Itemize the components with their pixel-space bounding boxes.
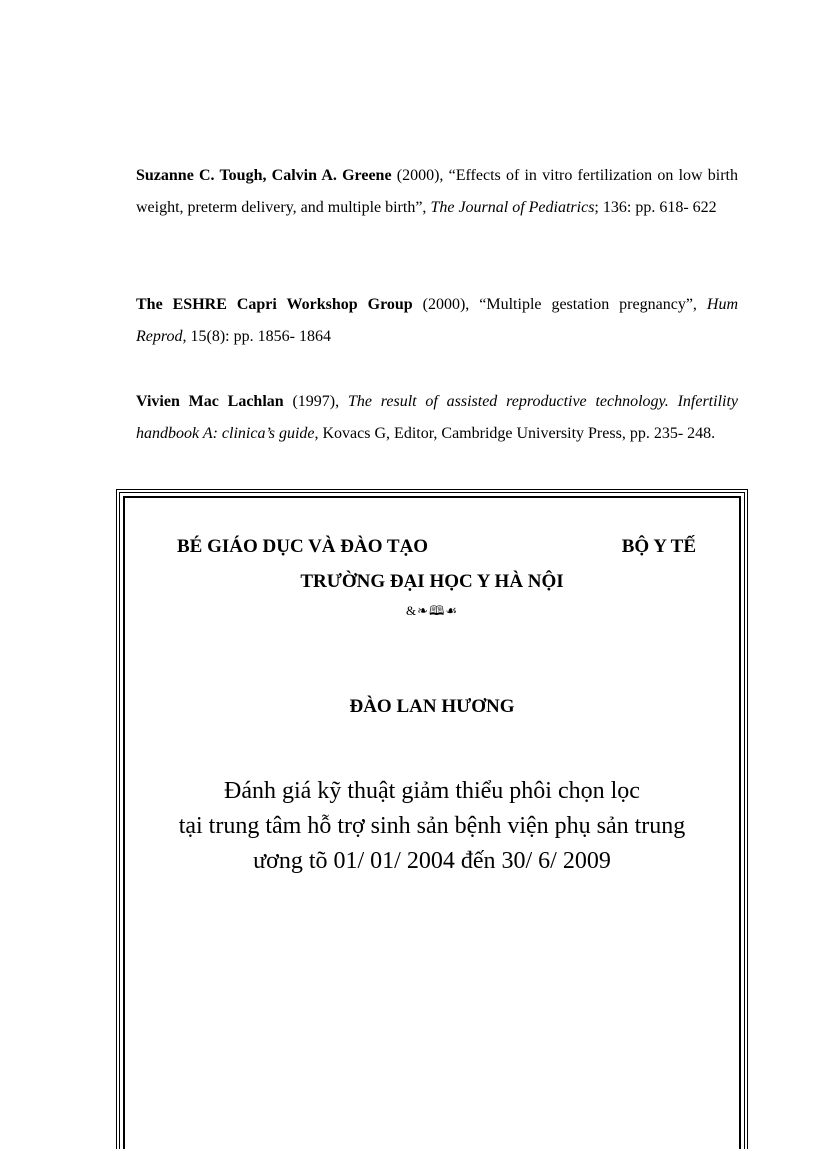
thesis-cover-frame (116, 489, 748, 1149)
ministry-health: BỘ Y TẾ (621, 536, 696, 557)
thesis-author: ĐÀO LAN HƯƠNG (349, 696, 515, 717)
reference-3-authors: Vivien Mac Lachlan (136, 393, 284, 410)
reference-2 (136, 289, 738, 353)
reference-2-pages: 15(8): pp. 1856- 1864 (186, 328, 331, 345)
thesis-cover-inner-border (123, 496, 741, 1149)
thesis-title-line-3: ương tõ 01/ 01/ 2004 đến 30/ 6/ 2009 (253, 848, 611, 874)
thesis-title-line-1: Đánh giá kỹ thuật giảm thiểu phôi chọn lọc (224, 778, 640, 804)
reference-3 (136, 386, 738, 450)
reference-3-book: The result of assisted reproductive technology. Infertility handbook A: clinica’s guide (136, 393, 739, 442)
reference-2-details: (2000), “Multiple gestation pregnancy”, (412, 296, 707, 313)
reference-1-authors: Suzanne C. Tough, Calvin A. Greene (136, 167, 392, 184)
ministry-education: BÉ GIÁO DỤC VÀ ĐÀO TẠO (177, 536, 429, 557)
reference-2-authors: The ESHRE Capri Workshop Group (136, 296, 413, 313)
reference-1 (136, 160, 738, 224)
reference-1-pages: ; 136: pp. 618- 622 (594, 199, 717, 216)
reference-3-details: (1997), (283, 393, 348, 410)
thesis-title-line-2: tại trung tâm hỗ trợ sinh sản bệnh viện phụ sản trung (178, 813, 686, 839)
reference-1-details: (2000), “Effects of in vitro fertilization on low birth weight, preterm delivery, and multiple birth”, (136, 167, 738, 216)
reference-3-publisher: , Kovacs G, Editor, Cambridge University Press, pp. 235- 248. (314, 425, 716, 442)
book-ornament-icon: &❧🕮☙ (406, 603, 458, 618)
reference-2-journal: Hum Reprod, (136, 296, 738, 345)
university-name: TRƯỜNG ĐẠI HỌC Y HÀ NỘI (300, 571, 564, 592)
reference-1-journal: The Journal of Pediatrics (430, 199, 595, 216)
thesis-title (155, 774, 709, 879)
